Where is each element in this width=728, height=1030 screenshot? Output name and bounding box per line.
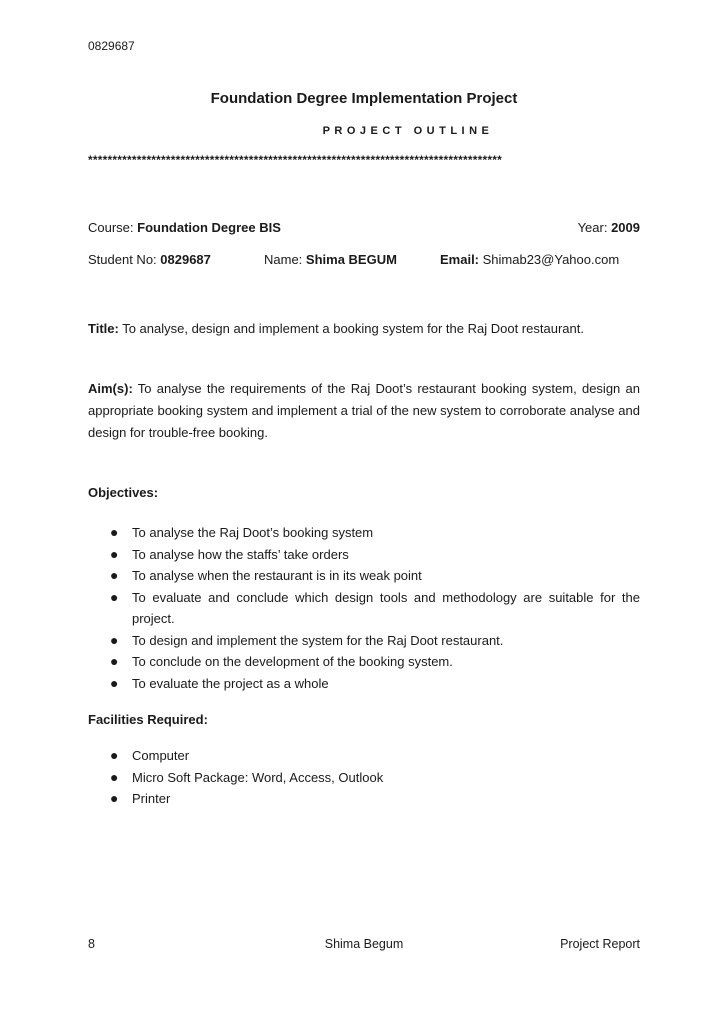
objectives-heading: Objectives: (88, 485, 159, 500)
list-item (88, 788, 640, 810)
bullet-icon: ● (110, 545, 119, 562)
list-item-text: To analyse how the staffs’ take orders (132, 546, 349, 562)
year-line (578, 220, 640, 235)
separator-line: ************************************************************************************* (88, 153, 502, 167)
list-item-text: Computer (132, 748, 190, 763)
list-item-text: Printer (132, 791, 171, 806)
list-item-text: To conclude on the development of the booking system. (132, 654, 453, 669)
bullet-icon: ● (110, 588, 119, 605)
list-item (88, 587, 640, 630)
bullet-icon: ● (110, 674, 119, 691)
bullet-icon: ● (110, 790, 119, 806)
aims-label: Aim(s): (88, 381, 133, 396)
aims-text: To analyse the requirements of the Raj Doot’s restaurant booking system, design an appropriate booking system and implement a trial of the new system to corroborate analyse and design for trouble-free booking. (88, 381, 640, 440)
project-title-label: Title: (88, 321, 119, 336)
student-no-label: Student No: (88, 252, 161, 267)
list-item-text: Micro Soft Package: Word, Access, Outlook (132, 769, 384, 785)
email-line (440, 252, 619, 267)
facilities-list (88, 745, 640, 810)
aims-paragraph (88, 378, 640, 444)
footer-author: Shima Begum (324, 937, 404, 951)
course-value: Foundation Degree BIS (137, 220, 281, 235)
list-item (88, 673, 640, 695)
list-item (88, 651, 640, 673)
list-item (88, 630, 640, 652)
bullet-icon: ● (110, 747, 119, 763)
list-item (88, 745, 640, 767)
list-item-text: To design and implement the system for the Raj Doot restaurant. (132, 632, 504, 648)
year-label: Year: (577, 220, 612, 235)
list-item-text: To analyse the Raj Doot’s booking system (132, 525, 374, 540)
bullet-icon: ● (110, 768, 119, 785)
list-item-text: To evaluate and conclude which design tools and methodology are suitable for the project. (132, 589, 640, 626)
footer-doc-type: Project Report (560, 937, 640, 951)
project-title-paragraph (88, 318, 640, 340)
bullet-icon: ● (110, 524, 119, 540)
list-item (88, 767, 640, 789)
email-label: Email: (440, 252, 480, 267)
bullet-icon: ● (110, 653, 119, 669)
name-value: Shima BEGUM (305, 252, 397, 267)
project-title-text: To analyse, design and implement a booking system for the Raj Doot restaurant. (118, 321, 584, 336)
page-title: Foundation Degree Implementation Project (210, 90, 518, 107)
list-item (88, 544, 640, 566)
facilities-heading: Facilities Required: (88, 712, 208, 727)
course-label: Course: (88, 220, 138, 235)
page-subtitle: PROJECT OUTLINE (322, 125, 494, 137)
bullet-icon: ● (110, 567, 119, 583)
student-no-value: 0829687 (160, 252, 211, 267)
name-line (264, 252, 397, 267)
student-no-line (88, 252, 211, 267)
name-label: Name: (264, 252, 306, 267)
list-item-text: To analyse when the restaurant is in its weak point (132, 568, 422, 583)
course-line (88, 220, 281, 235)
objectives-list (88, 522, 640, 694)
footer-page-number: 8 (88, 937, 95, 951)
list-item (88, 565, 640, 587)
list-item-text: To evaluate the project as a whole (132, 675, 329, 691)
header-document-id: 0829687 (88, 39, 135, 53)
year-value: 2009 (611, 220, 640, 235)
bullet-icon: ● (110, 631, 119, 648)
email-value: Shimab23@Yahoo.com (479, 252, 620, 267)
list-item (88, 522, 640, 544)
